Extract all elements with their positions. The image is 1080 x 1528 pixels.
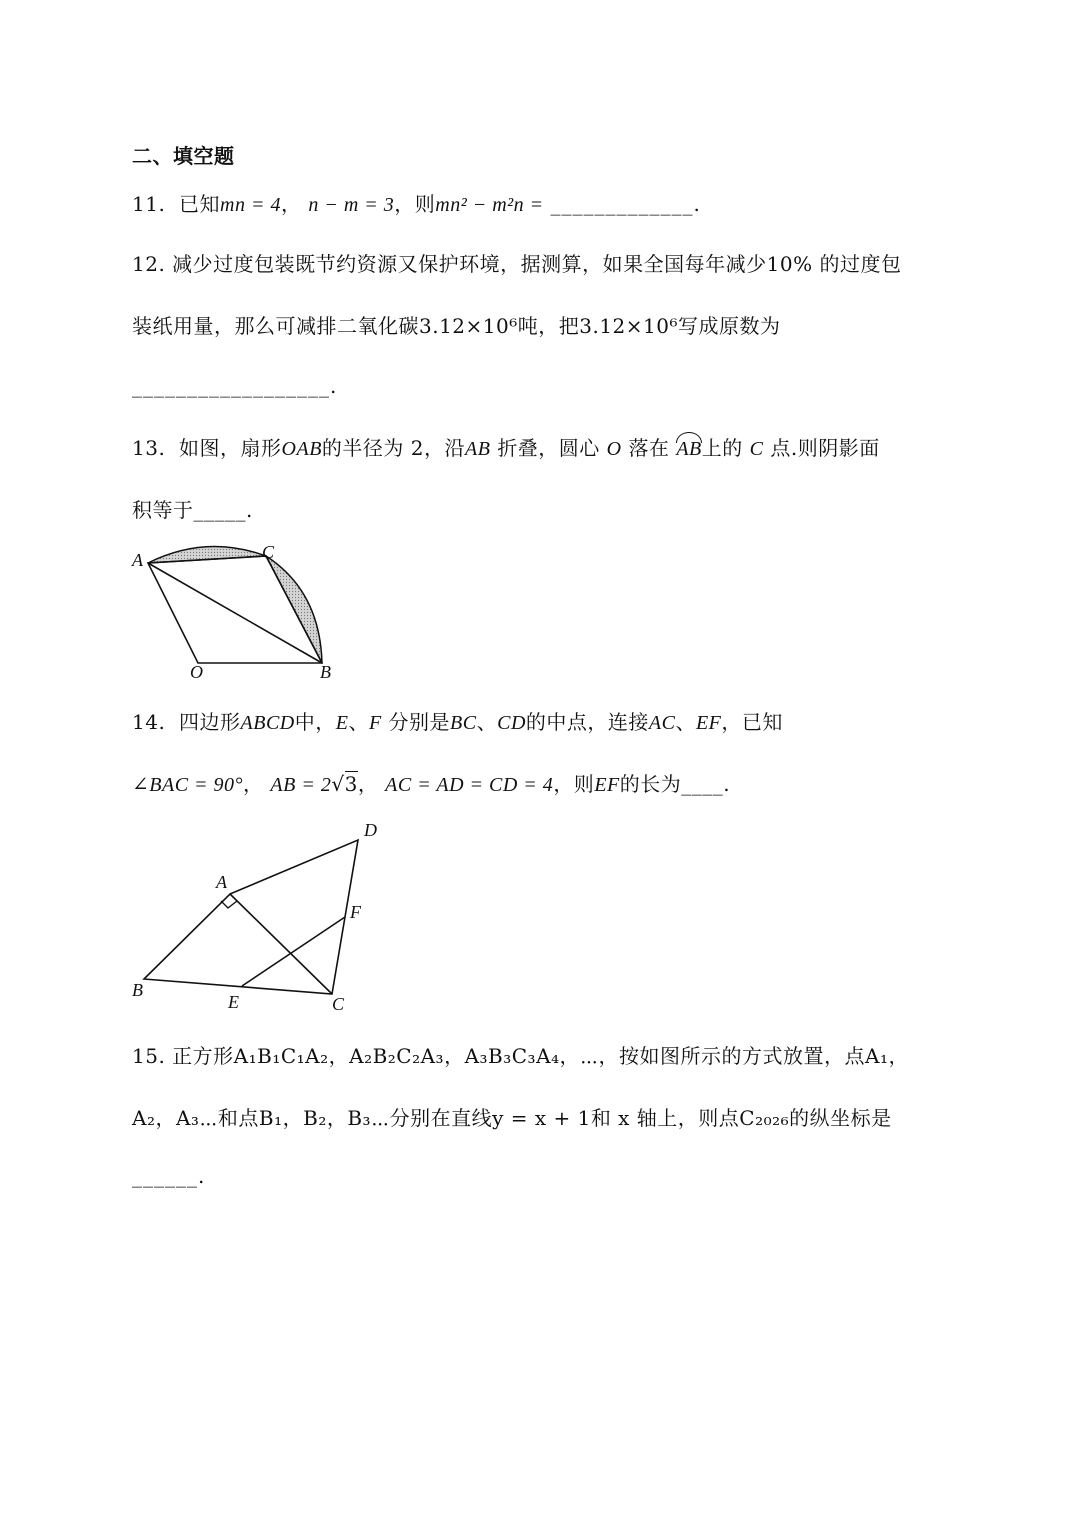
q14-segment-ef <box>242 917 345 986</box>
q14-angle-condition: ∠BAC = 90° <box>132 774 244 796</box>
q14-text: 的长为____. <box>619 772 731 796</box>
q14-text: ， <box>243 772 264 796</box>
q14-seg-cd: CD <box>497 712 526 734</box>
q14-label-A: A <box>216 872 227 892</box>
q14-quadrilateral <box>144 840 358 994</box>
q14-text: 、 <box>476 710 498 734</box>
q14-point-f: F <box>368 712 382 734</box>
question-15-line-1: 15. 正方形A₁B₁C₁A₂，A₂B₂C₂A₃，A₃B₃C₃A₄，⋯，按如图所示的方式放置，点A₁， <box>132 1044 909 1068</box>
q14-number: 14. <box>132 710 166 734</box>
q14-seg-ef: EF <box>695 712 722 734</box>
q14-label-D: D <box>364 820 377 840</box>
q13-number: 13. <box>132 436 166 460</box>
q13-chord: AB <box>465 438 491 460</box>
q14-text: 、 <box>348 710 369 734</box>
q13-text: 点.则阴影面 <box>770 436 880 460</box>
q13-center: O <box>606 438 622 460</box>
q13-shaded-top <box>148 547 266 563</box>
q14-label-E: E <box>228 992 239 1012</box>
section-title: 二、填空题 <box>132 144 235 168</box>
q13-text: 的半径为 2，沿 <box>321 436 466 460</box>
q14-text: ，已知 <box>721 710 783 734</box>
q11-expr3: mn² − m²n = <box>435 194 544 216</box>
q11-expr2: n − m = 3 <box>308 194 395 216</box>
q14-right-angle-mark <box>221 901 237 908</box>
q13-text: 上的 <box>701 436 743 460</box>
q13-arc: AB <box>676 434 701 461</box>
question-14-line-1 <box>132 706 783 735</box>
q11-sep: ， <box>280 192 302 216</box>
q13-label-A: A <box>132 550 143 570</box>
q14-seg-ef: EF <box>594 774 620 796</box>
q14-label-F: F <box>350 902 361 922</box>
q13-label-O: O <box>190 662 203 682</box>
q14-text: 、 <box>675 710 696 734</box>
q13-sector-name: OAB <box>281 438 322 460</box>
q11-end: . <box>693 192 701 216</box>
q11-number: 11. <box>132 192 166 216</box>
q15-answer-blank[interactable]: ______. <box>132 1164 206 1188</box>
q14-label-B: B <box>132 980 143 1000</box>
q13-point-c: C <box>749 438 764 460</box>
q13-label-C: C <box>262 542 275 562</box>
q14-equal-condition: AC = AD = CD = 4 <box>385 774 554 796</box>
q14-point-e: E <box>335 712 349 734</box>
q14-ab-condition: AB = 2 <box>270 774 332 796</box>
q11-then: ，则 <box>394 192 436 216</box>
question-12-line-2: 装纸用量，那么可减排二氧化碳3.12×10⁶吨，把3.12×10⁶写成原数为 <box>132 314 781 338</box>
q14-text: 中， <box>294 710 336 734</box>
q13-text: 折叠，圆心 <box>497 436 600 460</box>
q14-text: ，则 <box>553 772 595 796</box>
q11-expr1: mn = 4 <box>220 194 281 216</box>
q14-seg-ac: AC <box>648 712 676 734</box>
q12-answer-blank[interactable]: __________________. <box>132 374 338 398</box>
q13-text: 落在 <box>628 436 670 460</box>
question-15-line-2: A₂，A₃⋯和点B₁，B₂，B₃⋯分别在直线y = x + 1和 x 轴上，则点C₂₀₂₆的纵坐标是 <box>132 1106 892 1130</box>
q14-seg-bc: BC <box>450 712 477 734</box>
q14-sqrt-value: 3 <box>344 772 358 796</box>
q14-quad: ABCD <box>240 712 295 734</box>
q14-text: 分别是 <box>388 710 451 734</box>
q11-answer-blank[interactable]: _____________ <box>550 192 694 216</box>
q14-diagonal-ac <box>230 894 332 994</box>
question-13-line-2: 积等于_____. <box>132 498 253 522</box>
q11-known: 已知 <box>179 192 221 216</box>
q14-figure <box>126 816 396 1016</box>
q14-label-C: C <box>332 994 345 1014</box>
q13-label-B: B <box>320 662 331 682</box>
q13-figure <box>126 536 346 686</box>
q14-text: 四边形 <box>179 710 241 734</box>
q13-text: 如图，扇形 <box>179 436 282 460</box>
question-14-line-2: ∠BAC = 90°， AB = 2√3， AC = AD = CD = 4，则EF的长为____. <box>132 772 731 796</box>
question-12-line-1: 12. 减少过度包装既节约资源又保护环境，据测算，如果全国每年减少10% 的过度包 <box>132 252 902 276</box>
q14-text: 的中点，连接 <box>525 710 649 734</box>
question-11 <box>132 188 700 217</box>
q14-text: ， <box>357 772 379 796</box>
question-13-line-1 <box>132 432 880 461</box>
